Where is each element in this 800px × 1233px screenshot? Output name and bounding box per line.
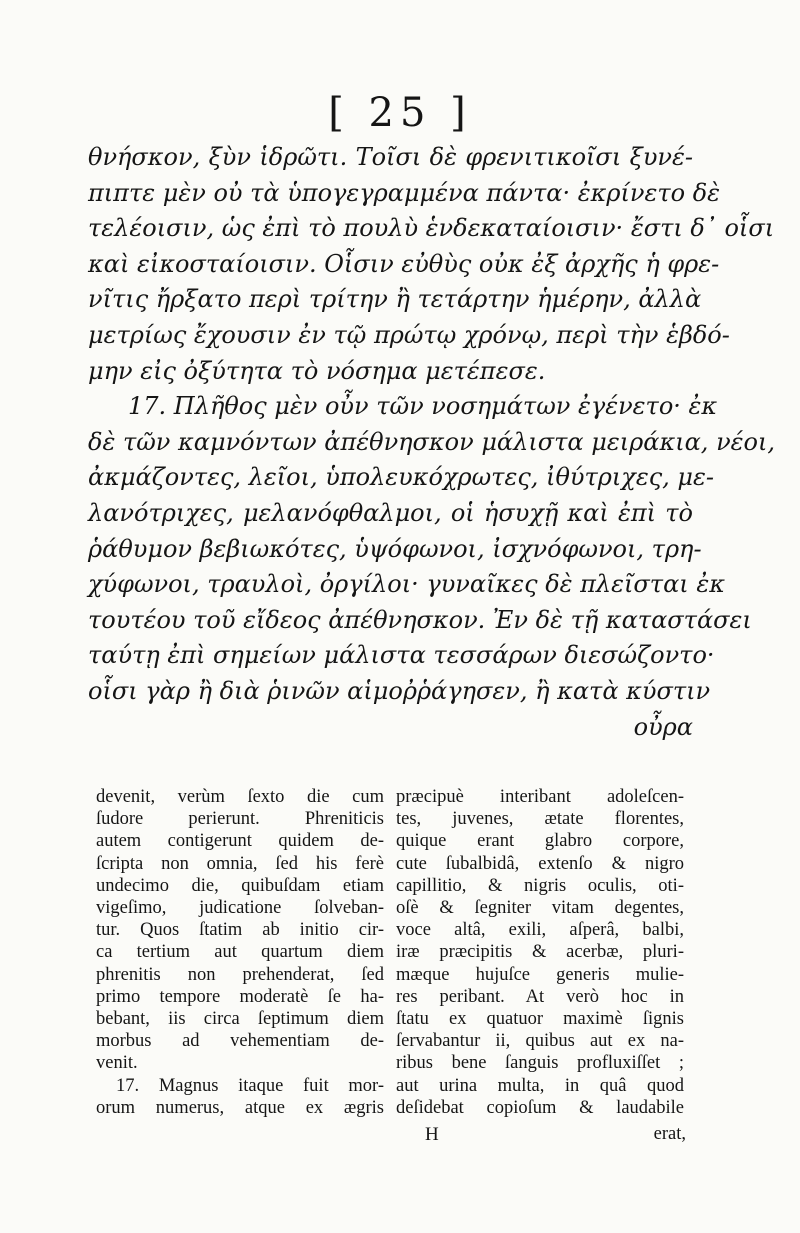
greek-text-block	[88, 140, 776, 745]
greek-line: ῥάθυμον βεβιωκότες, ὑψόφωνοι, ἰσχνόφωνοι, τρη-	[88, 534, 702, 563]
greek-line: 17. Πλῆθος μὲν οὖν τῶν νοσημάτων ἐγένετο· ἐκ	[128, 392, 718, 421]
latin-line: ribus bene ſanguis profluxiſſet ;	[396, 1053, 684, 1074]
latin-line: orum numerus, atque ex ægris	[96, 1097, 384, 1118]
latin-line: ſcripta non omnia, ſed his ferè	[96, 853, 384, 874]
latin-line: res peribant. At verò hoc in	[396, 986, 684, 1007]
latin-line: ca tertium aut quartum diem	[96, 942, 384, 963]
signature-mark: H	[425, 1124, 439, 1145]
latin-column-left	[96, 786, 384, 1119]
greek-line: τελέοισιν, ὡς ἐπὶ τὸ πουλὺ ἑνδεκαταίοισιν· ἔστι δ᾽ οἷσι	[88, 214, 775, 243]
latin-line: devenit, verùm ſexto die cum	[96, 787, 384, 807]
latin-line: ſudore perierunt. Phreniticis	[96, 809, 384, 830]
latin-line: bebant, iis circa ſeptimum diem	[96, 1009, 384, 1030]
latin-line: phrenitis non prehenderat, ſed	[96, 964, 384, 985]
greek-line: νῖτις ἤρξατο περὶ τρίτην ἢ τετάρτην ἡμέρην, ἀλλὰ	[88, 285, 702, 314]
latin-line: undecimo die, quibuſdam etiam	[96, 875, 384, 896]
greek-line: λανότριχες, μελανόφθαλμοι, οἱ ἡσυχῇ καὶ ἐπὶ τὸ	[88, 498, 693, 527]
latin-line: quique erant glabro corpore,	[396, 831, 684, 852]
latin-line: ſervabantur ii, quibus aut ex na-	[396, 1031, 684, 1052]
latin-line: præcipuè interibant adoleſcen-	[396, 787, 684, 807]
latin-column-right	[396, 786, 684, 1119]
greek-catchword: οὖρα	[633, 712, 693, 741]
catchword: erat,	[653, 1124, 686, 1144]
latin-line: aut urina multa, in quâ quod	[396, 1075, 684, 1096]
greek-line: πιπτε μὲν οὐ τὰ ὑπογεγραμμένα πάντα· ἐκρίνετο δὲ	[88, 178, 721, 207]
latin-line: oſè & ſegniter vitam degentes,	[396, 898, 684, 919]
greek-line: ἀκμάζοντες, λεῖοι, ὑπολευκόχρωτες, ἰθύτριχες, με-	[88, 463, 714, 492]
greek-line: καὶ εἰκοσταίοισιν. Οἷσιν εὐθὺς οὐκ ἐξ ἀρχῆς ἡ φρε-	[88, 249, 720, 278]
greek-line: χύφωνοι, τραυλοὶ, ὀργίλοι· γυναῖκες δὲ πλεῖσται ἐκ	[88, 570, 725, 599]
latin-line: ſtatu ex quatuor maximè ſignis	[396, 1009, 684, 1030]
greek-line: μετρίως ἔχουσιν ἐν τῷ πρώτῳ χρόνῳ, περὶ τὴν ἑβδό-	[88, 320, 730, 349]
latin-line: cute ſubalbidâ, extenſo & nigro	[396, 853, 684, 874]
latin-line: vigeſimo, judicatione ſolveban-	[96, 898, 384, 919]
greek-line: δὲ τῶν καμνόντων ἀπέθνησκον μάλιστα μειράκια, νέοι,	[88, 427, 776, 456]
latin-line: tes, juvenes, ætate florentes,	[396, 809, 684, 830]
greek-line: οἷσι γὰρ ἢ διὰ ῥινῶν αἱμοῤῥάγησεν, ἢ κατὰ κύστιν	[88, 676, 711, 705]
latin-line: morbus ad vehementiam de-	[96, 1031, 384, 1052]
latin-line: capillitio, & nigris oculis, oti-	[396, 875, 684, 896]
latin-line: voce altâ, exili, aſperâ, balbi,	[396, 920, 684, 941]
latin-line: primo tempore moderatè ſe ha-	[96, 986, 384, 1007]
greek-line: τουτέου τοῦ εἴδεος ἀπέθνησκον. Ἐν δὲ τῇ καταστάσει	[88, 605, 752, 634]
latin-line: tur. Quos ſtatim ab initio cir-	[96, 920, 384, 941]
page-number: [ 25 ]	[328, 90, 472, 136]
greek-line: θνήσκον, ξὺν ἱδρῶτι. Τοῖσι δὲ φρενιτικοῖσι ξυνέ-	[88, 143, 693, 171]
latin-line: venit.	[96, 1053, 138, 1074]
greek-line: ταύτῃ ἐπὶ σημείων μάλιστα τεσσάρων διεσώζοντο·	[88, 641, 715, 670]
latin-line: deſidebat copioſum & laudabile	[396, 1097, 684, 1118]
latin-line: iræ præcipitis & acerbæ, pluri-	[396, 942, 684, 963]
latin-line: 17. Magnus itaque fuit mor-	[116, 1075, 384, 1096]
latin-line: autem contigerunt quidem de-	[96, 831, 384, 852]
latin-line: mæque hujuſce generis mulie-	[396, 964, 684, 985]
greek-line: μην εἰς ὀξύτητα τὸ νόσημα μετέπεσε.	[88, 356, 546, 385]
